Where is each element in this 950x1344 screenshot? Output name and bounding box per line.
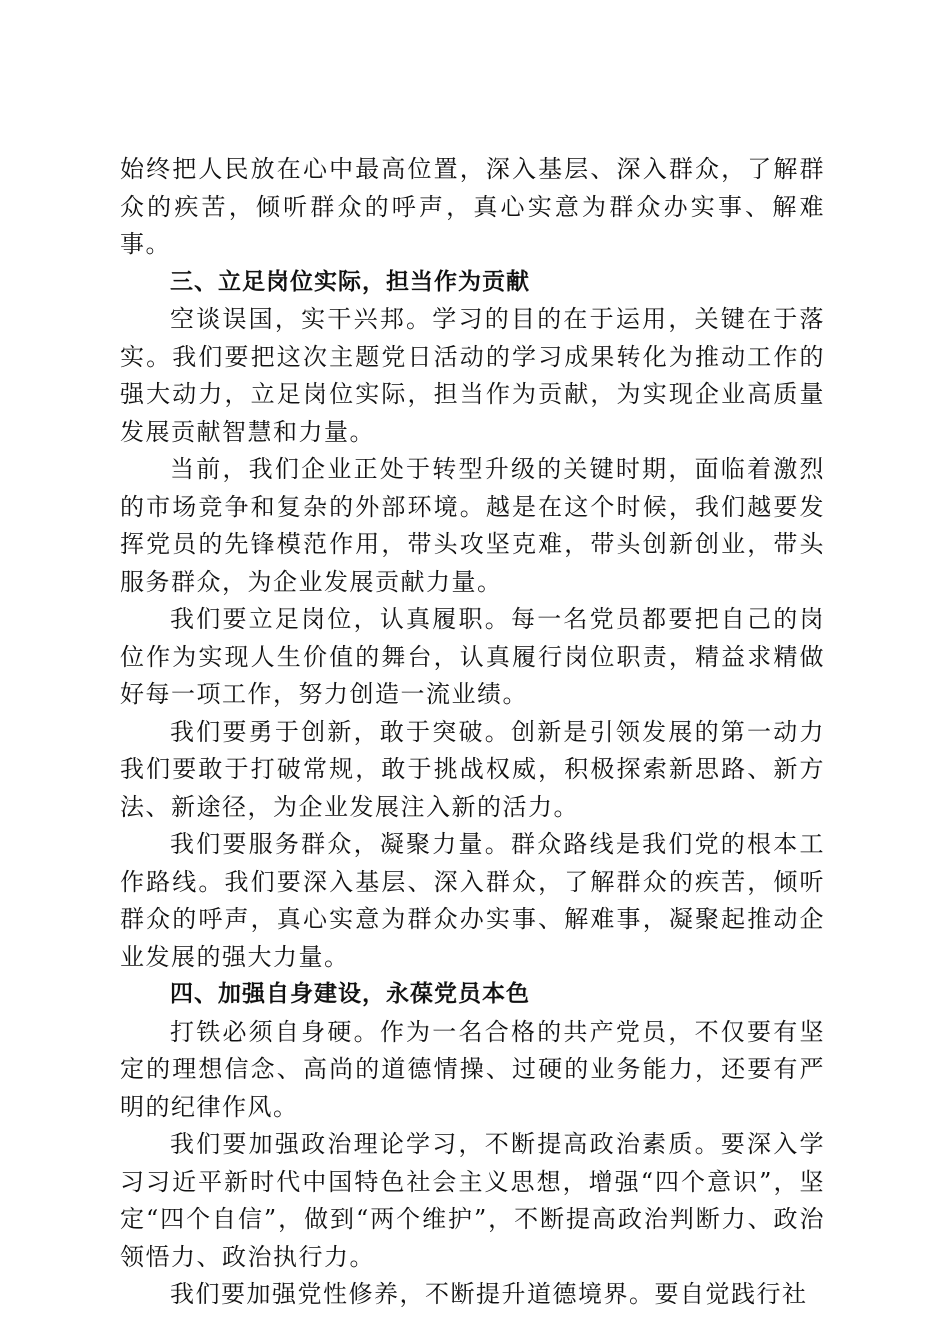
body-paragraph: 我们要加强党性修养，不断提升道德境界。要自觉践行社 — [170, 1280, 808, 1308]
body-paragraph: 我们要服务群众，凝聚力量。群众路线是我们党的根本工作路线。我们要深入基层、深入群众，了解群众的疾苦，倾听群众的呼声，真心实意为群众办实事、解难事，凝聚起推动企业发展的强大力量。 — [120, 830, 825, 971]
section-heading-4: 四、加强自身建设，永葆党员本色 — [170, 981, 530, 1007]
section-heading-3: 三、立足岗位实际，担当作为贡献 — [170, 268, 530, 295]
body-paragraph: 我们要立足岗位，认真履职。每一名党员都要把自己的岗位作为实现人生价值的舞台，认真履行岗位职责，精益求精做好每一项工作，努力创造一流业绩。 — [120, 605, 825, 708]
body-paragraph: 空谈误国，实干兴邦。学习的目的在于运用，关键在于落实。我们要把这次主题党日活动的学习成果转化为推动工作的强大动力，立足岗位实际，担当作为贡献，为实现企业高质量发展贡献智慧和力量。 — [120, 305, 825, 446]
body-paragraph: 始终把人民放在心中最高位置，深入基层、深入群众，了解群众的疾苦，倾听群众的呼声，真心实意为群众办实事、解难事。 — [120, 155, 825, 258]
body-paragraph: 我们要勇于创新，敢于突破。创新是引领发展的第一动力我们要敢于打破常规，敢于挑战权威，积极探索新思路、新方法、新途径，为企业发展注入新的活力。 — [120, 717, 825, 821]
body-paragraph: 我们要加强政治理论学习，不断提高政治素质。要深入学习习近平新时代中国特色社会主义思想，增强“四个意识”，坚定“四个自信”，做到“两个维护”，不断提高政治判断力、政治领悟力、政治执行力。 — [120, 1130, 825, 1271]
body-paragraph: 当前，我们企业正处于转型升级的关键时期，面临着激烈的市场竞争和复杂的外部环境。越是在这个时候，我们越要发挥党员的先锋模范作用，带头攻坚克难，带头创新创业，带头服务群众，为企业发展贡献力量。 — [120, 455, 825, 596]
body-paragraph: 打铁必须自身硬。作为一名合格的共产党员，不仅要有坚定的理想信念、高尚的道德情操、过硬的业务能力，还要有严明的纪律作风。 — [120, 1017, 825, 1121]
document-body — [120, 151, 825, 1314]
